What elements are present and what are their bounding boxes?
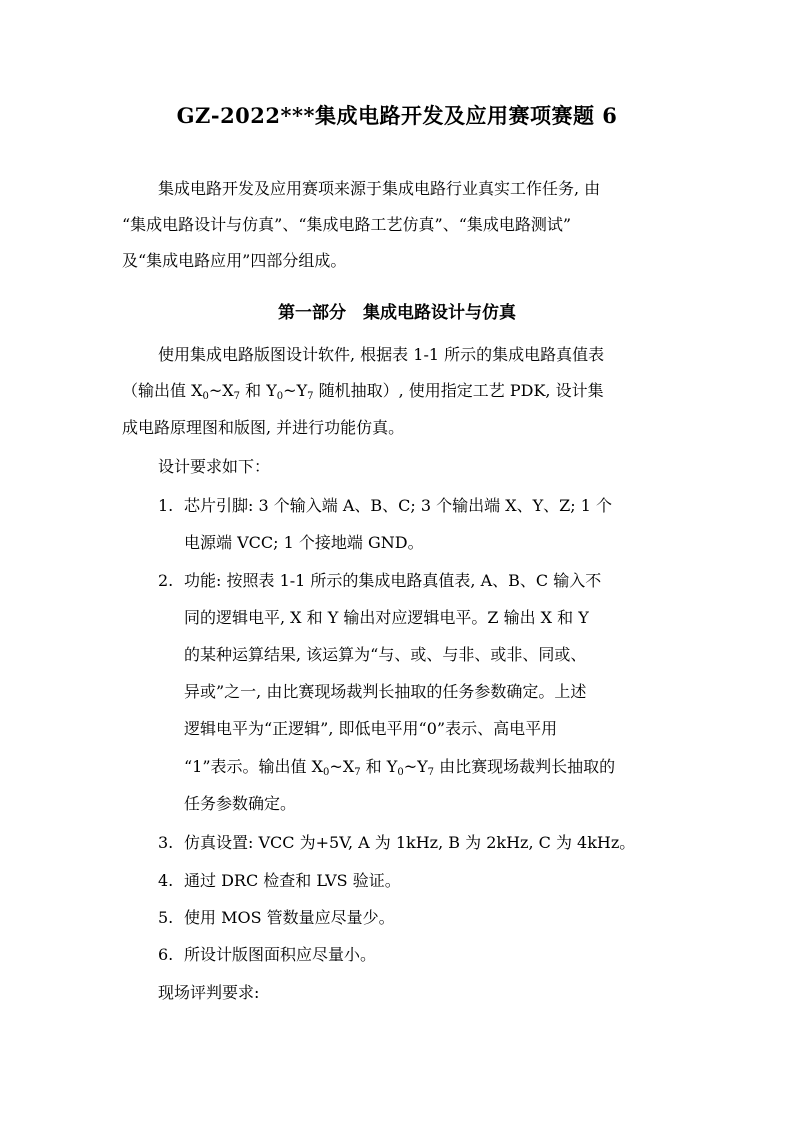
- section-para-line-2: （输出值 $X_0\sim X_7$ 和 $Y_0\sim Y_7$ 随机抽取）, 使用指定工艺 PDK, 设计集: [122, 381, 604, 402]
- list-item-5-line-1: 使用 MOS 管数量应尽量少。: [184, 908, 395, 927]
- intro-line-3: 及“集成电路应用”四部分组成。: [122, 251, 347, 270]
- document-title: GZ-2022***集成电路开发及应用赛项赛题 6: [176, 103, 618, 128]
- list-item-2-line-1: 功能: 按照表 1-1 所示的集成电路真值表, A、B、C 输入不: [184, 571, 602, 590]
- section-heading: 第一部分 集成电路设计与仿真: [278, 303, 516, 323]
- list-item-2-line-3: 的某种运算结果, 该运算为“与、或、与非、或非、同或、: [184, 645, 587, 664]
- list-item-number: 4.: [158, 871, 174, 890]
- list-item-number: 6.: [158, 945, 174, 964]
- list-item-4-line-1: 通过 DRC 检查和 LVS 验证。: [184, 871, 401, 890]
- section-para-line-3: 成电路原理图和版图, 并进行功能仿真。: [122, 418, 405, 437]
- requirements-label: 设计要求如下：: [158, 457, 271, 476]
- judging-requirements-label: 现场评判要求:: [158, 983, 260, 1002]
- list-item-1-line-1: 芯片引脚: 3 个输入端 A、B、C; 3 个输出端 X、Y、Z; 1 个: [184, 496, 613, 515]
- list-item-1-line-2: 电源端 VCC; 1 个接地端 GND。: [184, 533, 424, 552]
- list-item-2-line-7: 任务参数确定。: [184, 794, 297, 813]
- list-item-number: 2.: [158, 571, 174, 590]
- list-item-2-line-6: “1”表示。输出值 $X_0\sim X_7$ 和 $Y_0\sim Y_7$ 由比赛现场裁判长抽取的: [184, 757, 616, 778]
- intro-line-2: “集成电路设计与仿真”、“集成电路工艺仿真”、“集成电路测试”: [122, 215, 572, 234]
- list-item-number: 1.: [158, 496, 174, 515]
- list-item-number: 5.: [158, 908, 174, 927]
- list-item-3-line-1: 仿真设置: VCC 为+5V, A 为 1kHz, B 为 2kHz, C 为 4kHz。: [184, 833, 636, 852]
- list-item-number: 3.: [158, 833, 174, 852]
- intro-line-1: 集成电路开发及应用赛项来源于集成电路行业真实工作任务, 由: [158, 179, 601, 198]
- list-item-2-line-4: 异或”之一, 由比赛现场裁判长抽取的任务参数确定。上述: [184, 682, 587, 701]
- list-item-6-line-1: 所设计版图面积应尽量小。: [184, 945, 377, 964]
- list-item-2-line-2: 同的逻辑电平, X 和 Y 输出对应逻辑电平。Z 输出 X 和 Y: [184, 608, 589, 627]
- list-item-2-line-5: 逻辑电平为“正逻辑”, 即低电平用“0”表示、高电平用: [184, 719, 558, 738]
- section-para-line-1: 使用集成电路版图设计软件, 根据表 1-1 所示的集成电路真值表: [158, 345, 605, 364]
